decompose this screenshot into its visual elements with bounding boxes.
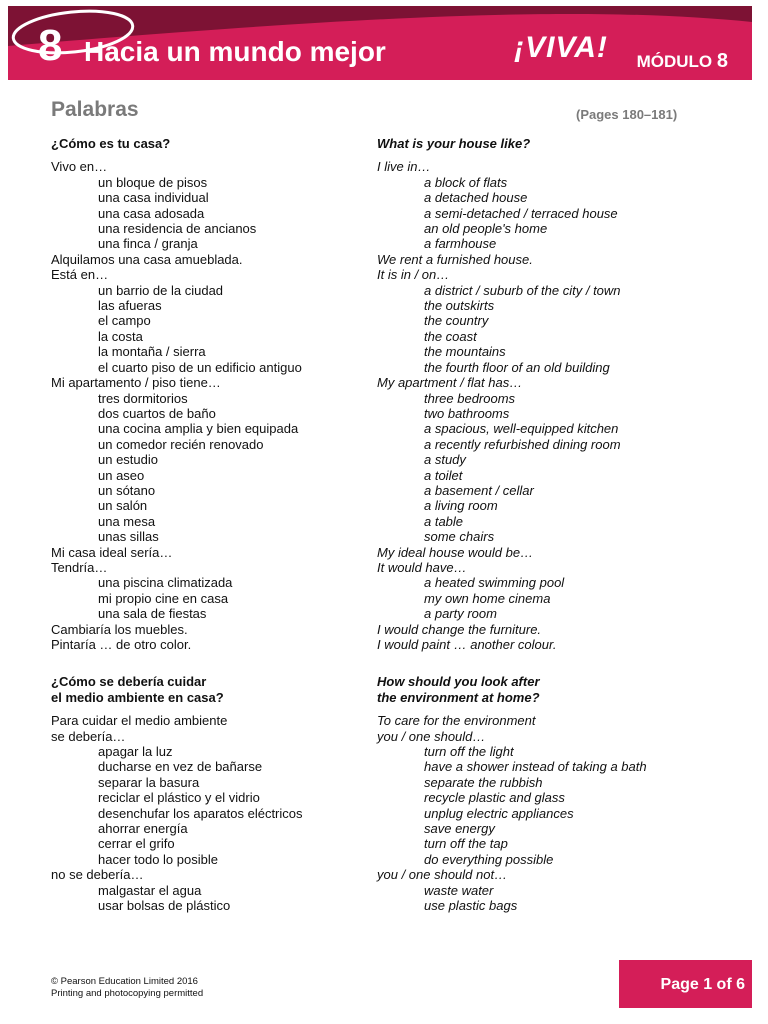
english-translation: It would have… [377, 559, 467, 575]
english-translation: I would change the furniture. [377, 621, 542, 637]
spanish-phrase: mi propio cine en casa [98, 590, 229, 606]
english-translation: It is in / on… [377, 267, 450, 283]
english-translation: a recently refurbished dining room [424, 436, 621, 452]
english-translation: a block of flats [424, 174, 508, 190]
english-translation: some chairs [424, 529, 495, 545]
english-translation: a spacious, well-equipped kitchen [424, 421, 619, 437]
english-translation: a toilet [424, 467, 463, 483]
english-translation: My ideal house would be… [377, 544, 534, 560]
english-translation: separate the rubbish [424, 774, 543, 790]
spanish-phrase: una sala de fiestas [98, 606, 207, 622]
viva-logo-text: ¡VIVA! [514, 31, 608, 64]
english-translation: a basement / cellar [424, 482, 534, 498]
vocab-heading: el medio ambiente en casa? [51, 689, 224, 705]
english-translation: To care for the environment [377, 713, 536, 729]
english-translation: I live in… [377, 159, 431, 175]
english-translation: the country [424, 313, 489, 329]
module-header-banner [8, 6, 752, 80]
module-number: 8 [38, 21, 63, 70]
spanish-phrase: un bloque de pisos [98, 174, 208, 190]
english-translation: the coast [424, 328, 477, 344]
english-translation: a heated swimming pool [424, 575, 565, 591]
spanish-phrase: un comedor recién renovado [98, 436, 264, 452]
footer-copyright [51, 976, 203, 1000]
copyright-text: © Pearson Education Limited 2016 [51, 976, 198, 987]
spanish-phrase: las afueras [98, 298, 162, 314]
spanish-phrase: la montaña / sierra [98, 344, 206, 360]
module-label-number: 8 [716, 50, 728, 72]
spanish-phrase: Pintaría … de otro color. [51, 637, 192, 652]
english-translation: save energy [424, 821, 495, 837]
english-translation: you / one should not… [377, 867, 508, 883]
english-translation: three bedrooms [424, 390, 516, 406]
spanish-phrase: tres dormitorios [98, 390, 188, 406]
spanish-phrase: un salón [98, 498, 148, 514]
english-translation: a party room [424, 606, 497, 622]
english-translation: recycle plastic and glass [424, 790, 565, 806]
english-translation: a detached house [424, 190, 528, 206]
english-translation: a table [424, 513, 464, 529]
english-translation: a living room [424, 498, 498, 514]
section-title: Palabras [51, 98, 139, 121]
english-translation: turn off the light [424, 744, 514, 760]
spanish-phrase: el campo [98, 313, 151, 329]
spanish-phrase: un estudio [98, 452, 158, 468]
english-translation: waste water [424, 882, 494, 898]
english-translation: a semi-detached / terraced house [424, 205, 618, 221]
spanish-phrase: Tendría… [51, 559, 108, 575]
spanish-phrase: un barrio de la ciudad [98, 282, 224, 298]
english-translation: use plastic bags [424, 898, 518, 914]
heading-spacer [377, 151, 757, 159]
english-translation: you / one should… [377, 728, 486, 744]
spanish-phrase: ducharse en vez de bañarse [98, 759, 263, 775]
english-translation: the mountains [424, 344, 506, 360]
spanish-phrase: una cocina amplia y bien equipada [98, 421, 299, 437]
spanish-phrase: unas sillas [98, 529, 159, 545]
spanish-phrase: Mi casa ideal sería… [51, 544, 173, 560]
spanish-phrase: el cuarto piso de un edificio antiguo [98, 359, 302, 375]
spanish-phrase: no se debería… [51, 867, 144, 883]
english-translation: I would paint … another colour. [377, 637, 557, 652]
english-translation: have a shower instead of taking a bath [424, 759, 647, 775]
spanish-phrase: dos cuartos de baño [98, 405, 216, 421]
english-translation: the fourth floor of an old building [424, 359, 610, 375]
spanish-phrase: Para cuidar el medio ambiente [51, 713, 228, 729]
spanish-phrase: ahorrar energía [98, 821, 188, 837]
spanish-phrase: una casa individual [98, 190, 209, 206]
spanish-phrase: un aseo [98, 467, 145, 483]
spanish-column [51, 136, 371, 914]
module-label [637, 50, 728, 73]
spanish-phrase: la costa [98, 328, 143, 344]
spanish-phrase: reciclar el plástico y el vidrio [98, 790, 260, 806]
heading-spacer [51, 151, 371, 159]
spanish-phrase: un sótano [98, 482, 156, 498]
heading-spacer [377, 705, 757, 713]
vocab-heading: How should you look after [377, 674, 540, 690]
english-translation: two bathrooms [424, 405, 510, 421]
spanish-phrase: una piscina climatizada [98, 575, 233, 591]
permission-text: Printing and photocopying permitted [51, 988, 204, 999]
spanish-phrase: Mi apartamento / piso tiene… [51, 375, 221, 391]
vocab-heading: ¿Cómo es tu casa? [51, 136, 171, 151]
english-translation: unplug electric appliances [424, 805, 574, 821]
spanish-phrase: Alquilamos una casa amueblada. [51, 251, 243, 267]
english-translation: My apartment / flat has… [377, 375, 523, 391]
vocab-heading: the environment at home? [377, 689, 540, 705]
page-number-label: Page 1 of 6 [660, 976, 745, 993]
spanish-phrase: malgastar el agua [98, 882, 202, 898]
english-translation: We rent a furnished house. [377, 251, 533, 267]
spanish-phrase: Cambiaría los muebles. [51, 621, 188, 637]
spanish-phrase: apagar la luz [98, 744, 173, 760]
page-title: Hacia un mundo mejor [84, 36, 386, 67]
english-translation: do everything possible [424, 851, 554, 867]
vocab-heading: ¿Cómo se debería cuidar [51, 674, 207, 690]
spanish-phrase: una mesa [98, 513, 156, 529]
viva-logo [8, 6, 138, 58]
module-label-text: MÓDULO [636, 52, 713, 71]
spanish-phrase: desenchufar los aparatos eléctricos [98, 805, 303, 821]
spanish-phrase: cerrar el grifo [98, 836, 175, 852]
english-translation: turn off the tap [424, 836, 508, 852]
english-translation: my own home cinema [424, 590, 551, 606]
spanish-phrase: Está en… [51, 267, 109, 283]
section-gap [377, 652, 757, 674]
spanish-phrase: separar la basura [98, 774, 200, 790]
section-gap [51, 652, 371, 674]
spanish-phrase: una finca / granja [98, 236, 198, 252]
heading-spacer [51, 705, 371, 713]
spanish-phrase: una casa adosada [98, 205, 205, 221]
page-indicator [619, 960, 752, 1008]
spanish-phrase: usar bolsas de plástico [98, 898, 231, 914]
spanish-phrase: Vivo en… [51, 159, 108, 175]
english-translation: a district / suburb of the city / town [424, 282, 621, 298]
page-reference: (Pages 180–181) [576, 107, 678, 122]
spanish-phrase: hacer todo lo posible [98, 851, 218, 867]
english-translation: a study [424, 452, 466, 468]
english-translation: a farmhouse [424, 236, 497, 252]
english-translation: an old people's home [424, 221, 548, 237]
spanish-phrase: una residencia de ancianos [98, 221, 257, 237]
english-column [377, 136, 757, 914]
english-translation: the outskirts [424, 298, 495, 314]
spanish-phrase: se debería… [51, 728, 126, 744]
vocab-heading: What is your house like? [377, 136, 531, 151]
